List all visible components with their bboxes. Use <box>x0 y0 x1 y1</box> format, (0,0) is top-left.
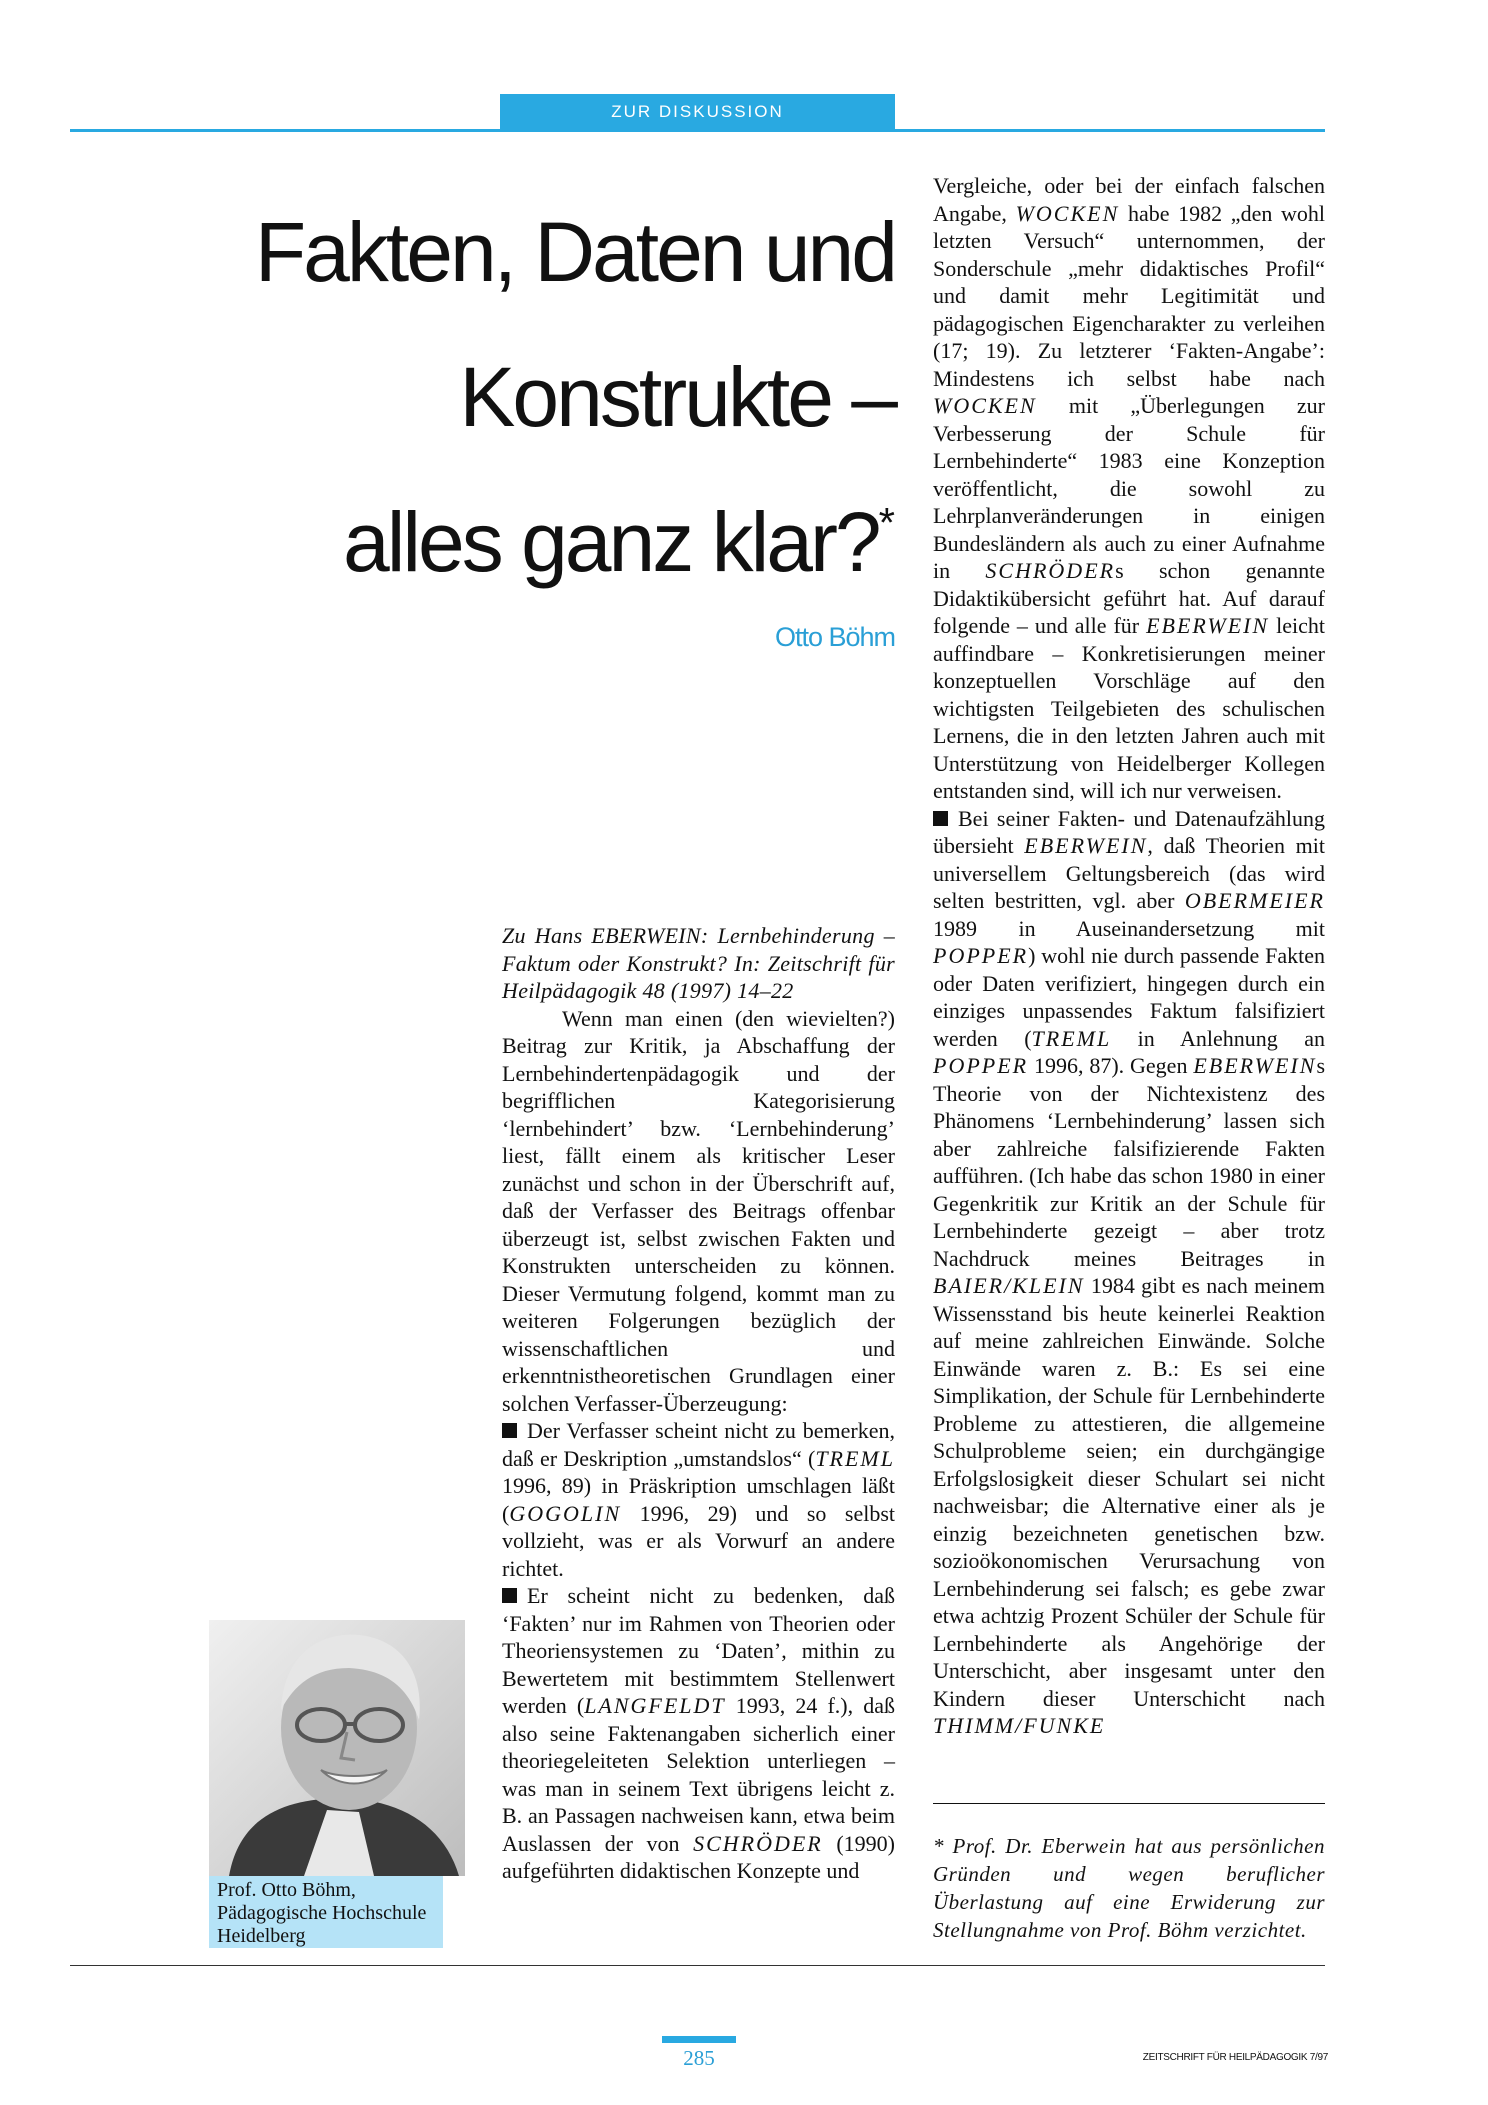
page-number-bar <box>662 2036 736 2043</box>
continuation-paragraph: Vergleiche, oder bei der einfach falschen Angabe, WOCKEN habe 1982 „den wohl letzten Versuch“ unternommen, der Sonderschule „mehr didaktisches Profil“ und damit mehr Legitimität und pädagogischen Eigencharakter zu verleihen (17; 19). Zu letzterer ‘Fakten-Angabe’: Mindestens ich selbst habe nach WOCKEN mit „Überlegungen zur Verbesserung der Schule für Lernbehinderte“ 1983 eine Konzeption veröffentlicht, die sowohl zu Lehrplanveränderungen in einigen Bundesländern als auch zu einer Aufnahme in SCHRÖDERs schon genannte Didaktikübersicht geführt hat. Auf darauf folgende – und alle für EBERWEIN leicht auffindbare – Konkretisierungen meiner konzeptuellen Vorschläge auf den wichtigsten Teilgebieten des schulischen Lernens, die in den letzten Jahren auch mit Unterstützung von Heidelberger Kollegen entstanden sind, will ich nur verweisen. <box>933 173 1326 803</box>
header-rule <box>70 129 1325 132</box>
footer-rule <box>70 1965 1325 1966</box>
section-label: ZUR DISKUSSION <box>500 94 895 130</box>
title-line-3 <box>160 470 895 615</box>
square-bullet-icon <box>502 1423 517 1438</box>
page-number: 285 <box>683 2046 715 2070</box>
square-bullet-icon <box>502 1588 517 1603</box>
footnote-rule <box>933 1803 1325 1804</box>
reference-paragraph: Zu Hans EBERWEIN: Lernbehinderung – Faktum oder Konstrukt? In: Zeitschrift für Heilpädagogik 48 (1997) 14–22 <box>502 923 895 1003</box>
footnote: * Prof. Dr. Eberwein hat aus persönlichen Gründen und wegen beruflicher Überlastung auf eine Erwiderung zur Stellungnahme von Prof. Böhm verzichtet. <box>933 1834 1325 1942</box>
bullet-paragraph-1: Der Verfasser scheint nicht zu bemerken, daß er Deskription „umstandslos“ (TREML 1996, 89) in Präskription umschlagen läßt (GOGOLIN 1996, 29) und so selbst vollzieht, was er als Vorwurf an andere richtet. <box>502 1418 895 1581</box>
article-title <box>160 180 895 615</box>
text-column-middle <box>502 922 895 1885</box>
author-name: Otto Böhm <box>774 622 895 652</box>
photo-caption: Prof. Otto Böhm, Pädagogische Hochschule Heidelberg <box>209 1876 443 1948</box>
intro-paragraph: Wenn man einen (den wievielten?) Beitrag zur Kritik, ja Abschaffung der Lernbehindertenpädagogik und der begrifflichen Kategorisierung ‘lernbehindert’ bzw. ‘Lernbehinderung’ liest, fällt einem als kritischer Leser zunächst und schon in der Überschrift auf, daß der Verfasser des Beitrags offenbar überzeugt ist, selbst zwischen Fakten und Konstrukten unterscheiden zu können. Dieser Vermutung folgend, kommt man zu weiteren Folgerungen bezüglich der wissenschaftlichen und erkenntnistheoretischen Grundlagen einer solchen Verfasser-Überzeugung: <box>502 1005 895 1416</box>
title-line-2: Konstrukte – <box>459 350 895 444</box>
title-line-1: Fakten, Daten und <box>254 205 895 299</box>
author-photo <box>209 1620 465 1876</box>
bullet-paragraph-3: Bei seiner Fakten- und Datenaufzählung übersieht EBERWEIN, daß Theorien mit universellem Geltungsbereich (das wird selten bestritten, vgl. aber OBERMEIER 1989 in Auseinandersetzung mit POPPER) wohl nie durch passende Fakten oder Daten verifiziert, hingegen durch ein einziges unpassendes Faktum falsifiziert werden (TREML in Anlehnung an POPPER 1996, 87). Gegen EBERWEINs Theorie von der Nichtexistenz des Phänomens ‘Lernbehinderung’ lassen sich aber zahlreiche falsifizierende Fakten aufführen. (Ich habe das schon 1980 in einer Gegenkritik zur Kritik an der Schule für Lernbehinderte gezeigt – aber trotz Nachdruck meines Beitrages in BAIER/KLEIN 1984 gibt es nach meinem Wissensstand bis heute keinerlei Reaktion auf meine zahlreichen Einwände. Solche Einwände waren z. B.: Es sei eine Simplikation, der Schule für Lernbehinderte Probleme zu attestieren, die allgemeine Schulprobleme seien; ein durchgängige Erfolgslosigkeit dieser Schulart sei nicht nachweisbar; die Alternative einer als je einzig bezeichneten genetischen bzw. sozioökonomischen Verursachung von Lernbehinderung sei falsch; es gebe zwar etwa achtzig Prozent Schüler der Schule für Lernbehinderte als Angehörige der Unterschicht, aber insgesamt unter den Kindern dieser Unterschicht nach THIMM/FUNKE <box>933 805 1325 1738</box>
text-column-right <box>933 172 1325 1740</box>
journal-name: ZEITSCHRIFT FÜR HEILPÄDAGOGIK 7/97 <box>1142 2052 1328 2063</box>
title-line-3-text: alles ganz klar? <box>342 495 879 589</box>
bullet-paragraph-2: Er scheint nicht zu bedenken, daß ‘Fakten’ nur im Rahmen von Theorien oder Theoriensystemen zu ‘Daten’, mithin zu Bewertetem mit bestimmtem Stellenwert werden (LANGFELDT 1993, 24 f.), daß also seine Faktenangaben sicherlich einer theoriegeleiteten Selektion unterliegen – was man in seinem Text übrigens leicht z. B. an Passagen nachweisen kann, etwa beim Auslassen der von SCHRÖDER (1990) aufgeführten didaktischen Konzepte und <box>502 1583 896 1883</box>
square-bullet-icon <box>933 811 948 826</box>
title-footnote-marker: * <box>878 499 895 546</box>
